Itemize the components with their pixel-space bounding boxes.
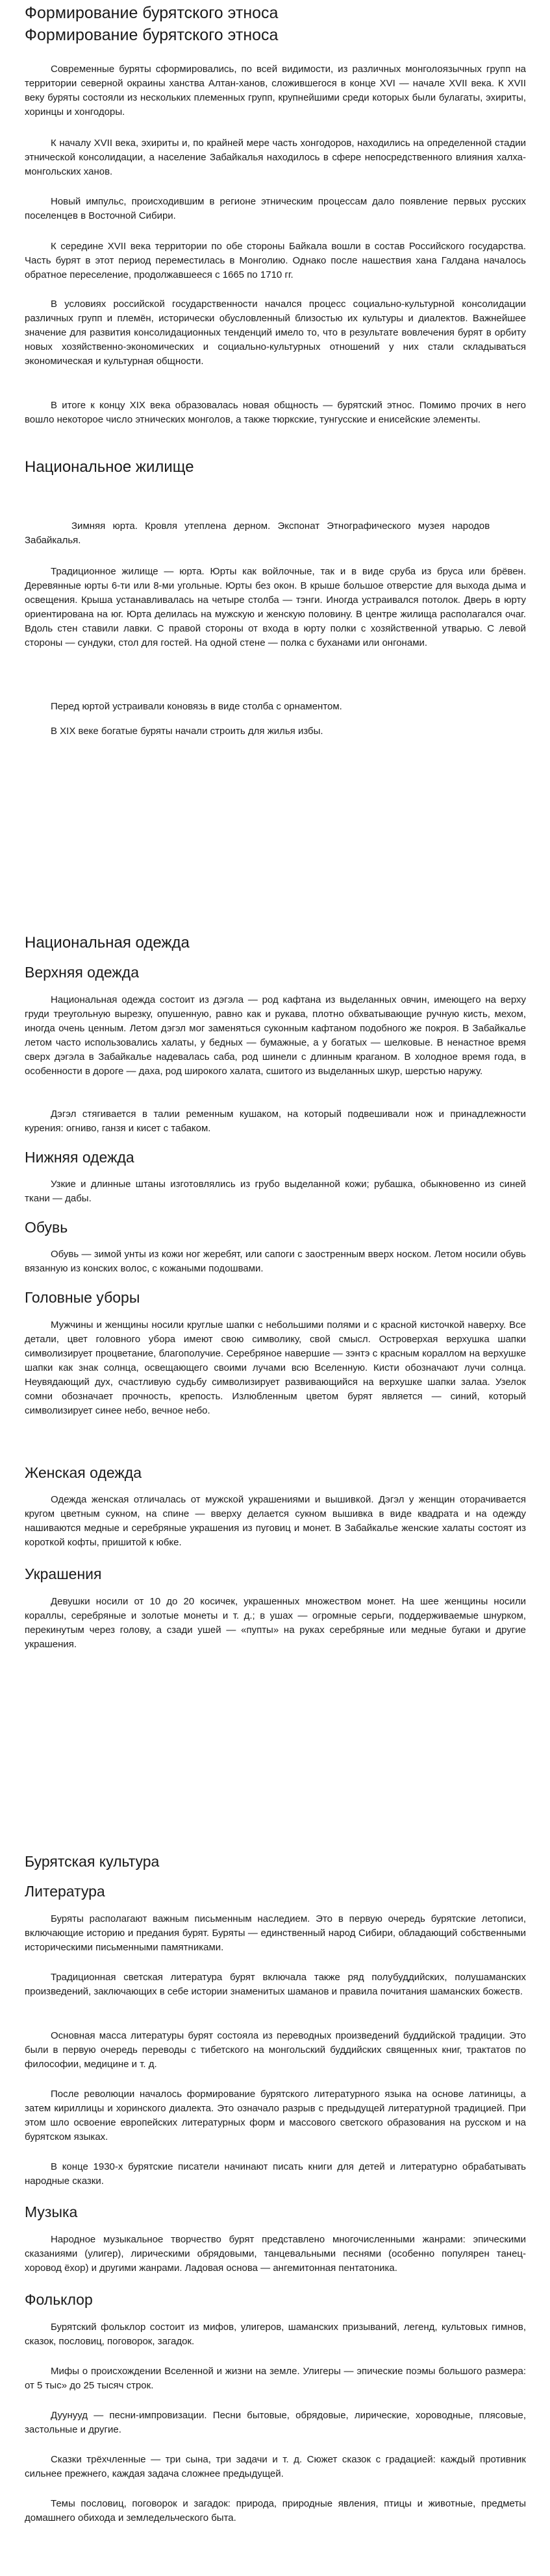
intro-paragraph-4: К середине XVII века территории по обе стороны Байкала вошли в состав Российского государства. Часть бурят в этот период переместилась в Монголию. Однако после нашествия хана Галдана началось обратное переселение, продолжавшееся с 1665 по 1710 гг. [25, 241, 526, 280]
heading-underwear: Нижняя одежда [25, 1149, 134, 1166]
intro-paragraph-2: К началу XVII века, эхириты и, по крайней мере часть хонгодоров, находились на определенной стадии этнической консолидации, а население Забайкалья находилось в сфере непосредственного влияния халха-монгольских ханов. [25, 138, 526, 177]
page-subtitle: Формирование бурятского этноса [25, 26, 279, 44]
heading-buryat-culture: Бурятская культура [25, 1853, 160, 1870]
folklore-paragraph-1: Бурятский фольклор состоит из мифов, улигеров, шаманских призываний, легенд, культовых гимнов, сказок, пословиц, поговорок, загадок. [25, 2322, 526, 2347]
literature-paragraph-1: Буряты располагают важным письменным наследием. Это в первую очередь бурятские летописи, включающие историю и предания бурят. Буряты — единственный народ Сибири, обладающий собственными историческими письменными памятниками. [25, 1913, 526, 1953]
literature-paragraph-5: В конце 1930-х бурятские писатели начинают писать книги для детей и литературно обрабатывать народные сказки. [25, 2161, 526, 2187]
heading-hats: Головные уборы [25, 1289, 140, 1306]
hats-paragraph: Мужчины и женщины носили круглые шапки с небольшими полями и с красной кисточкой наверху. Все детали, цвет головного убора имеют свою символику, свой смысл. Островерхая верхушка шапки символизирует процветание, благополучие. Серебряное навершие — зэнтэ с красным кораллом на верхушке шапки как знак солнца, освещающего своими лучами всю Вселенную. Кисти обозначают лучи солнца. Неувядающий дух, счастливую судьбу символизирует развивающийся на верхушке шапки залаа. Узелок сомни обозначает прочность, крепость. Излюбленным цветом бурят является — синий, который символизирует синее небо, вечное небо. [25, 1319, 526, 1416]
shoes-paragraph: Обувь — зимой унты из кожи ног жеребят, или сапоги с заостренным вверх носком. Летом носили обувь вязанную из конских волос, с кожаными подошвами. [25, 1249, 526, 1274]
intro-paragraph-5: В условиях российской государственности начался процесс социально-культурной консолидации различных групп и племён, исторически обусловленный близостью их культуры и диалектов. Важнейшее значение для развития консолидационных тенденций имело то, что в результате вовлечения бурят в орбиту новых хозяйственно-экономических и социально-культурных отношений у них стали складываться экономическая и культурная общности. [25, 299, 526, 367]
heading-dwelling: Национальное жилище [25, 458, 194, 476]
heading-jewelry: Украшения [25, 1565, 102, 1582]
intro-paragraph-6: В итоге к концу XIX века образовалась новая общность — бурятский этнос. Помимо прочих в него вошло некоторое число этнических монголов, а также тюркские, тунгусские и енисейские элементы. [25, 400, 526, 425]
music-paragraph: Народное музыкальное творчество бурят представлено многочисленными жанрами: эпическими сказаниями (улигер), лирическими обрядовыми, танцевальными песнями (особенно популярен танец-хоровод ёхор) и другими жанрами. Ладовая основа — ангемитонная пентатоника. [25, 2234, 526, 2274]
heading-shoes: Обувь [25, 1219, 68, 1236]
jewelry-paragraph: Девушки носили от 10 до 20 косичек, украшенных множеством монет. На шее женщины носили кораллы, серебряные и золотые монеты и т. д.; в ушах — огромные серьги, поддерживаемые шнурком, перекинутым через голову, а сзади ушей — «пупты» на руках серебряные или медные бугаки и другие украшения. [25, 1596, 526, 1650]
heading-music: Музыка [25, 2203, 78, 2220]
heading-literature: Литература [25, 1883, 105, 1900]
heading-clothing: Национальная одежда [25, 934, 190, 951]
folklore-paragraph-4: Сказки трёхчленные — три сына, три задачи и т. д. Сюжет сказок с градацией: каждый противник сильнее прежнего, каждая задача сложнее предыдущей. [25, 2454, 526, 2479]
literature-paragraph-3: Основная масса литературы бурят состояла из переводных произведений буддийской традиции. Это были в первую очередь переводы с тибетского на монгольский буддийских священных книг, трактатов по философии, медицине и т. д. [25, 2030, 526, 2070]
intro-paragraph-1: Современные буряты сформировались, по всей видимости, из различных монголоязычных групп на территории северной окраины ханства Алтан-ханов, сложившегося в конце XVI — начале XVII века. К XVII веку буряты состояли из нескольких племенных групп, крупнейшими среди которых были булагаты, эхириты, хоринцы и хонгодоры. [25, 64, 526, 117]
folklore-paragraph-3: Дуунууд — песни-импровизации. Песни бытовые, обрядовые, лирические, хороводные, плясовые, застольные и другие. [25, 2410, 526, 2435]
outer-clothing-paragraph-2: Дэгэл стягивается в талии ременным кушаком, на который подвешивали нож и принадлежности курения: огниво, ганзя и кисет с табаком. [25, 1109, 526, 1134]
underwear-paragraph: Узкие и длинные штаны изготовлялись из грубо выделанной кожи; рубашка, обыкновенно из синей ткани — дабы. [25, 1179, 526, 1204]
womens-clothing-paragraph: Одежда женская отличалась от мужской украшениями и вышивкой. Дэгэл у женщин оторачивается кругом цветным сукном, на спине — вверху делается сукном вышивка в виде квадрата и на одежду нашиваются медные и серебряные украшения из пуговиц и монет. В Забайкалье женские халаты состоят из короткой кофты, пришитой к юбке. [25, 1494, 526, 1548]
outer-clothing-paragraph-1: Национальная одежда состоит из дэгэла — род кафтана из выделанных овчин, имеющего на верху груди треугольную вырезку, опушенную, равно как и рукава, плотно обхватывающие ручную кисть, мехом, иногда очень ценным. Летом дэгэл мог заменяться суконным кафтаном подобного же покроя. В Забайкалье летом часто использовались халаты, у бедных — бумажные, а у богатых — шелковые. В ненастное время сверх дэгэла в Забайкалье надевалась саба, род шинели с длинным краганом. В холодное время года, в особенности в дороге — даха, род широкого халата, сшитого из выделанных шкур, шерстью наружу. [25, 994, 526, 1077]
folklore-paragraph-5: Темы пословиц, поговорок и загадок: природа, природные явления, птицы и животные, предметы домашнего обихода и земледельческого быта. [25, 2498, 526, 2523]
dwelling-paragraph-1: Традиционное жилище — юрта. Юрты как войлочные, так и в виде сруба из бруса или брёвен. Деревянные юрты 6-ти или 8-ми угольные. Юрты без окон. В крыше большое отверстие для выхода дыма и освещения. Крыша устанавливалась на четыре столба — тэнги. Иногда устраивался потолок. Дверь в юрту ориентирована на юг. Юрта делилась на мужскую и женскую половину. В центре жилища располагался очаг. Вдоль стен ставили лавки. С правой стороны от входа в юрту полки с хозяйственной утварью. С левой стороны — сундуки, стол для гостей. На одной стене — полка с буханами или онгонами. [25, 566, 526, 648]
dwelling-paragraph-2: Перед юртой устраивали коновязь в виде столба с орнаментом. [51, 701, 342, 712]
heading-womens-clothing: Женская одежда [25, 1464, 142, 1481]
dwelling-paragraph-3: В XIX веке богатые буряты начали строить для жилья избы. [51, 726, 323, 737]
heading-folklore: Фольклор [25, 2291, 93, 2308]
folklore-paragraph-2: Мифы о происхождении Вселенной и жизни на земле. Улигеры — эпические поэмы большого размера: от 5 тыс» до 25 тысяч строк. [25, 2366, 526, 2391]
literature-paragraph-2: Традиционная светская литература бурят включала также ряд полубуддийских, полушаманских произведений, заключающих в себе истории знаменитых шаманов и правила почитания шаманских божеств. [25, 1972, 526, 1997]
page-title: Формирование бурятского этноса [25, 4, 279, 22]
heading-outer-clothing: Верхняя одежда [25, 964, 140, 981]
intro-paragraph-3: Новый импульс, происходившим в регионе этническим процессам дало появление первых русских поселенцев в Восточной Сибири. [25, 196, 526, 221]
dwelling-image-caption: Зимняя юрта. Кровля утеплена дерном. Экспонат Этнографического музея народов Забайкалья. [25, 521, 490, 546]
literature-paragraph-4: После революции началось формирование бурятского литературного языка на основе латиницы, а затем кириллицы и хоринского диалекта. Это означало разрыв с предыдущей литературной традицией. При этом шло освоение европейских литературных форм и массового светского образования на русском и на бурятском языках. [25, 2089, 526, 2142]
